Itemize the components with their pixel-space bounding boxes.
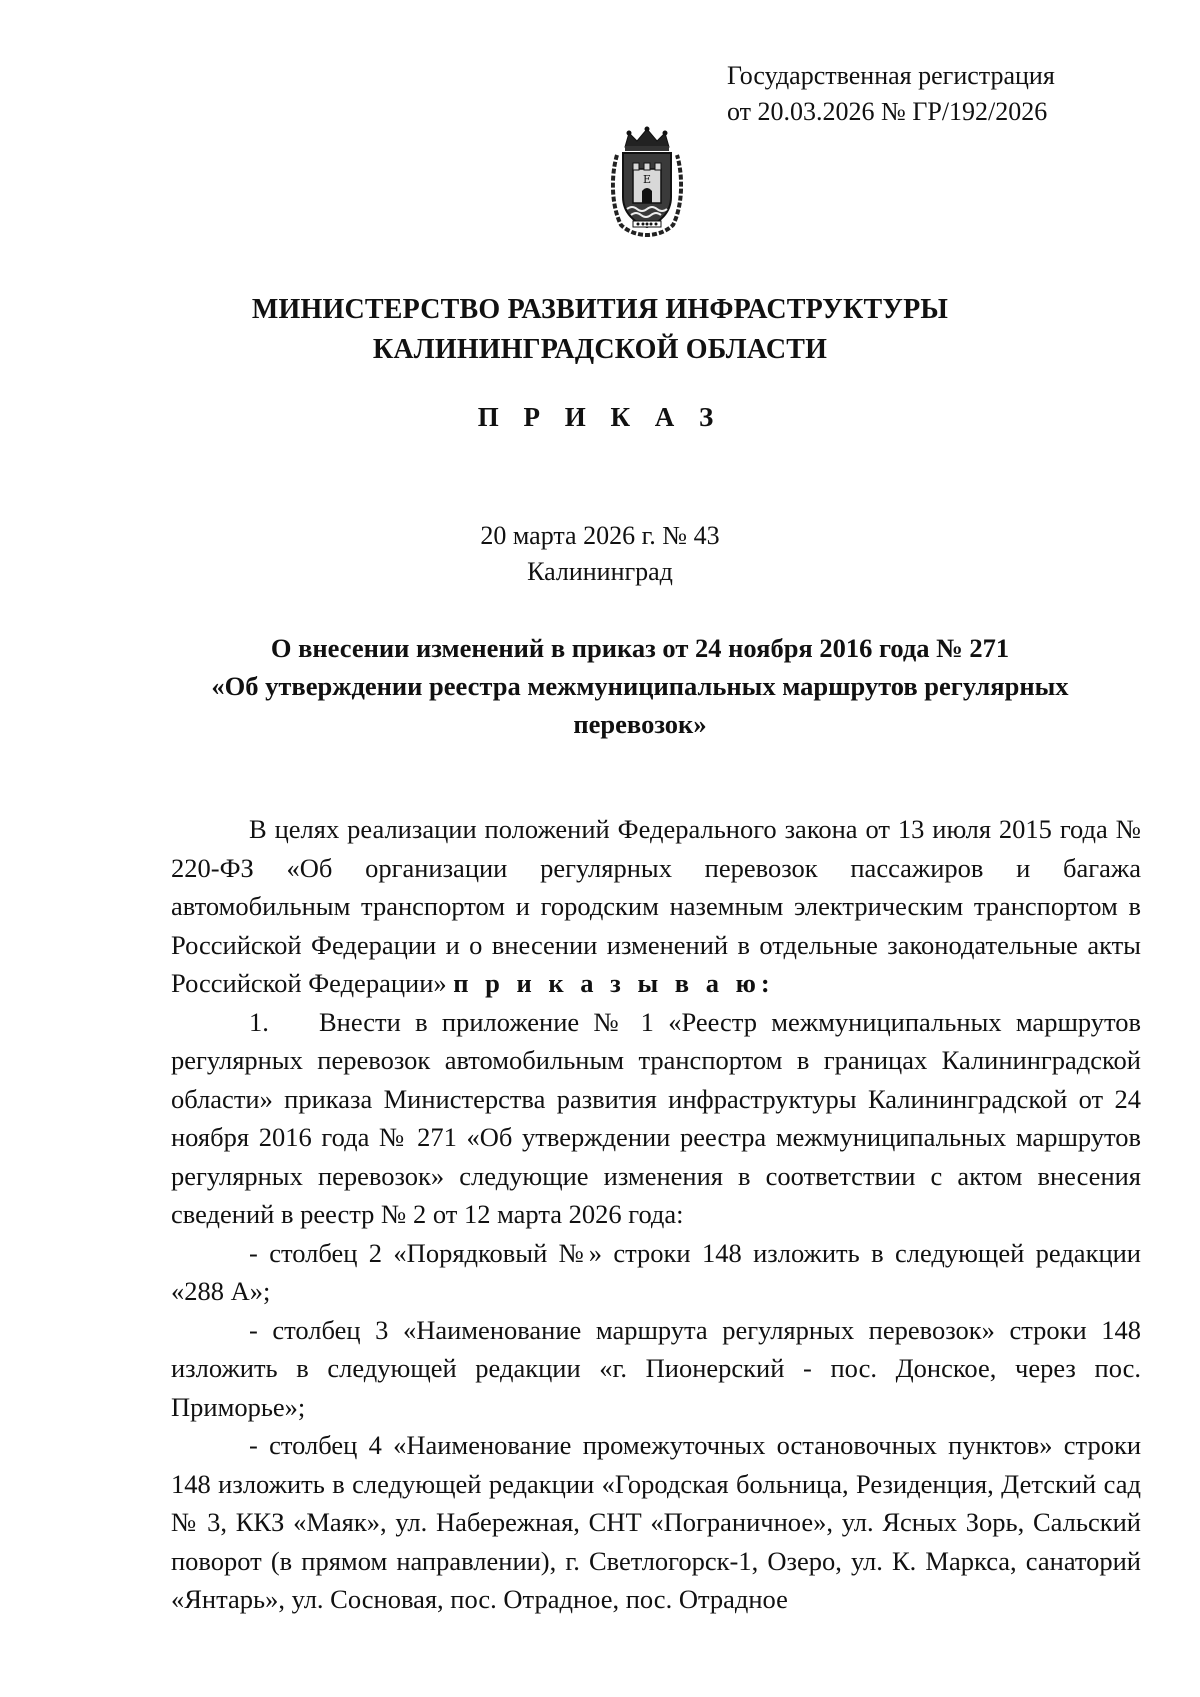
state-registration-note xyxy=(727,58,1055,130)
change-2-paragraph: - столбец 3 «Наименование маршрута регулярных перевозок» строки 148 изложить в следующей редакции «г. Пионерский - пос. Донское, через пос. Приморье»; xyxy=(171,1314,1141,1422)
order-body xyxy=(171,810,1141,1619)
date-and-place xyxy=(0,518,1200,590)
order-title-line-3: перевозок» xyxy=(573,709,707,739)
document-type-heading: П Р И К А З xyxy=(477,402,723,432)
ministry-name-line-2: КАЛИНИНГРАДСКОЙ ОБЛАСТИ xyxy=(372,334,828,365)
registration-line-2: от 20.03.2026 № ГР/192/2026 xyxy=(727,97,1048,126)
order-date-number: 20 марта 2026 г. № 43 xyxy=(480,521,720,550)
change-1-paragraph: - столбец 2 «Порядковый №» строки 148 изложить в следующей редакции «288 А»; xyxy=(171,1237,1141,1306)
orders-keyword: п р и к а з ы в а ю: xyxy=(453,968,775,998)
item-1-text: Внести в приложение № 1 «Реестр межмуниципальных маршрутов регулярных перевозок автомобильным транспортом в границах Калининградской области» приказа Министерства развития инфраструктуры Калининградской от 24 ноября 2016 года № 271 «Об утверждении реестра межмуниципальных маршрутов регулярных перевозок» следующие изменения в соответствии с актом внесения сведений в реестр № 2 от 12 марта 2026 года: xyxy=(171,1006,1141,1229)
order-title-line-1: О внесении изменений в приказ от 24 ноября 2016 года № 271 xyxy=(270,633,1010,663)
item-1-paragraph xyxy=(171,1003,1141,1234)
ministry-name xyxy=(0,290,1200,370)
ministry-name-line-1: МИНИСТЕРСТВО РАЗВИТИЯ ИНФРАСТРУКТУРЫ xyxy=(251,294,949,325)
order-city: Калининград xyxy=(527,557,673,586)
order-title-line-2: «Об утверждении реестра межмуниципальных маршрутов регулярных xyxy=(211,671,1069,701)
preamble-paragraph xyxy=(171,810,1141,1003)
order-title xyxy=(170,629,1110,743)
coat-of-arms-icon xyxy=(611,125,683,237)
registration-line-1: Государственная регистрация xyxy=(727,61,1055,90)
item-1-number: 1. xyxy=(249,1006,269,1037)
svg-text:E: E xyxy=(642,173,652,186)
preamble-text: В целях реализации положений Федерального закона от 13 июля 2015 года № 220-ФЗ «Об организации регулярных перевозок пассажиров и багажа автомобильным транспортом и городским наземным электрическим транспортом в Российской Федерации и о внесении изменений в отдельные законодательные акты Российской Федерации» xyxy=(171,814,1141,998)
change-3-paragraph: - столбец 4 «Наименование промежуточных остановочных пунктов» строки 148 изложить в следующей редакции «Городская больница, Резиденция, Детский сад № 3, ККЗ «Маяк», ул. Набережная, СНТ «Пограничное», ул. Ясных Зорь, Сальский поворот (в прямом направлении), г. Светлогорск-1, Озеро, ул. К. Маркса, санаторий «Янтарь», ул. Сосновая, пос. Отрадное, пос. Отрадное xyxy=(171,1430,1141,1614)
